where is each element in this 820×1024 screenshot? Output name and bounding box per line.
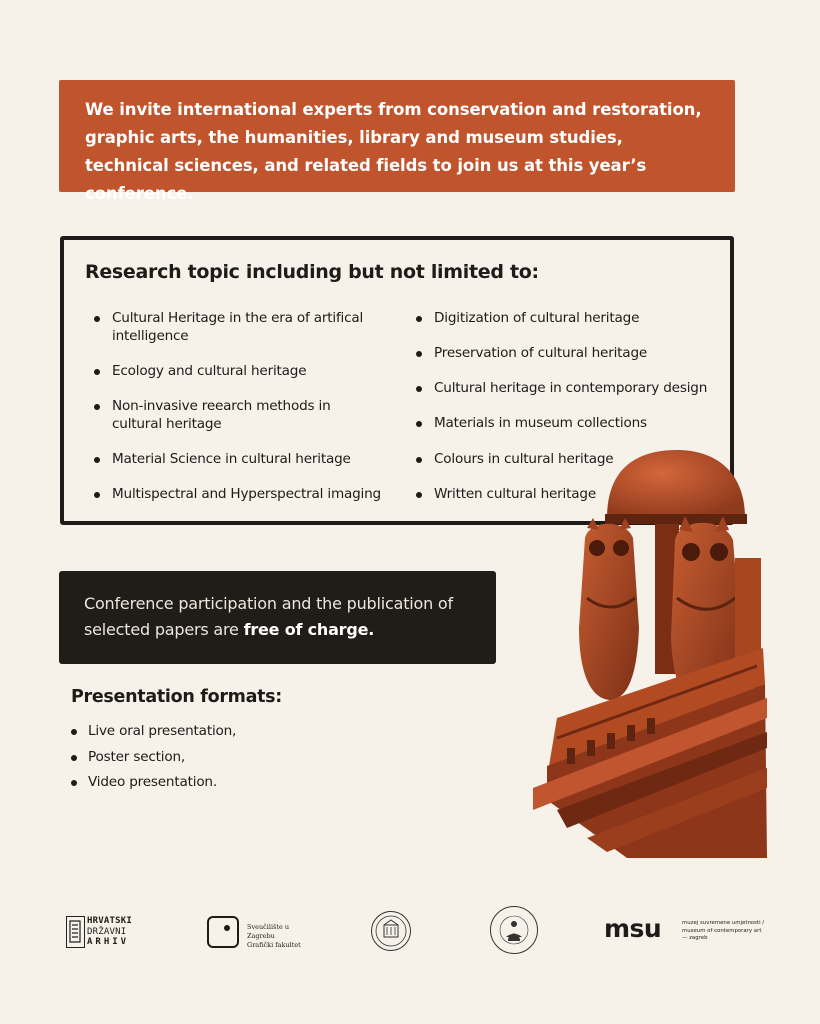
- hda-line-2: DRŽAVNI: [87, 926, 127, 937]
- topic-item: Material Science in cultural heritage: [91, 450, 381, 468]
- owl-statue-image: [527, 448, 767, 858]
- topic-item: Written cultural heritage: [413, 485, 713, 503]
- grf-line-1: Sveučilište u Zagrebu: [247, 923, 290, 940]
- topic-item: Cultural Heritage in the era of artifical intelligence: [91, 309, 381, 345]
- research-topics-title: Research topic including but not limited to:: [85, 261, 539, 283]
- faculty-of-graphic-arts-logo[interactable]: [207, 916, 317, 950]
- invitation-banner: [59, 80, 735, 203]
- msu-line-1: muzej suvremene umjetnosti /: [682, 920, 765, 926]
- grf-line-2: Grafički fakultet: [247, 941, 301, 949]
- msu-line-3: — zagreb: [682, 935, 708, 941]
- academy-seal-icon[interactable]: [490, 906, 538, 954]
- format-item: Live oral presentation,: [71, 723, 236, 739]
- msu-logo[interactable]: [604, 914, 765, 947]
- faculty-logo-icon: [207, 916, 239, 948]
- hda-line-1: HRVATSKI: [87, 916, 132, 926]
- topic-item: Preservation of cultural heritage: [413, 344, 713, 362]
- format-item: Video presentation.: [71, 774, 217, 790]
- topic-item: Materials in museum collections: [413, 414, 713, 432]
- topic-item: Colours in cultural heritage: [413, 450, 713, 468]
- topic-item: Multispectral and Hyperspectral imaging: [91, 485, 391, 503]
- hda-line-3: ARHIV: [87, 937, 130, 947]
- msu-mark: msu: [604, 914, 662, 943]
- archive-emblem-icon: [66, 916, 85, 948]
- free-text: Conference participation and the publication of selected papers are: [84, 594, 453, 639]
- topic-item: Ecology and cultural heritage: [91, 362, 381, 380]
- topic-item: Cultural heritage in contemporary design: [413, 379, 723, 397]
- invitation-text: We invite international experts from conservation and restoration, graphic arts, the humanities, library and museum studies, technical sciences, and related fields to join us at this year’s conference.: [85, 100, 702, 203]
- free-of-charge-box: [59, 571, 496, 664]
- university-seal-icon[interactable]: [371, 911, 411, 951]
- msu-line-2: museum of contemporary art: [682, 927, 762, 934]
- topic-item: Non-invasive reearch methods in cultural heritage: [91, 397, 361, 433]
- presentation-formats-title: Presentation formats:: [71, 687, 282, 707]
- free-text-bold: free of charge.: [243, 620, 375, 639]
- topic-item: Digitization of cultural heritage: [413, 309, 713, 327]
- format-item: Poster section,: [71, 749, 185, 765]
- croatian-state-archives-logo[interactable]: [66, 916, 133, 950]
